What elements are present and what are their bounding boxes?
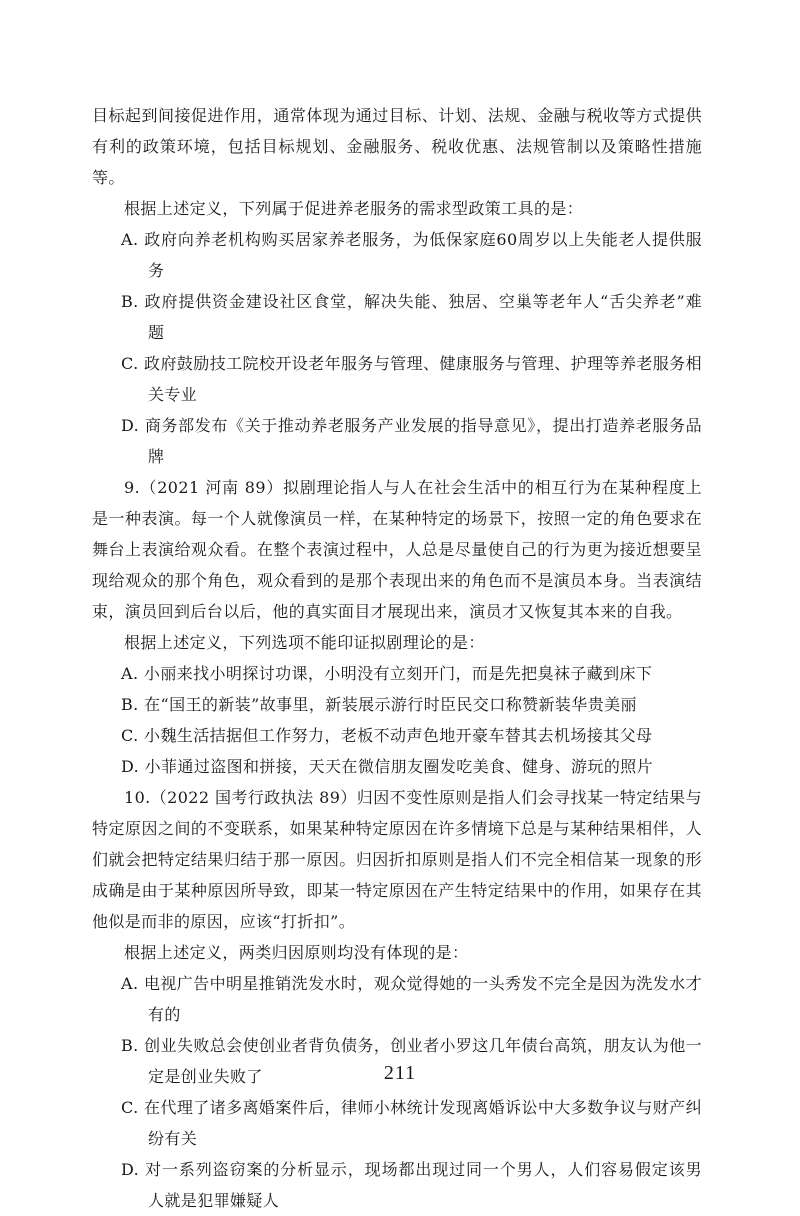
q9-option-a: A. 小丽来找小明探讨功课，小明没有立刻开门，而是先把臭袜子藏到床下 <box>121 664 653 683</box>
q10-question: 根据上述定义，两类归因原则均没有体现的是： <box>124 943 469 962</box>
q9-definition: 9.（2021 河南 89）拟剧理论指人与人在社会生活中的相互行为在某种程度上是一种表演。每一个人就像演员一样，在某种特定的场景下，按照一定的角色要求在舞台上表演给观众看。在整个表演过程中，人总是尽量使自己的行为更为接近想要呈现给观众的那个角色，观众看到的是那个表现出来的角色而不是演员本身。当表演结束，演员回到后台以后，他的真实面目才展现出来，演员才又恢复其本来的自我。 <box>92 478 702 621</box>
page-number: 211 <box>383 1062 417 1084</box>
q9-option-c: C. 小魏生活拮据但工作努力，老板不动声色地开豪车替其去机场接其父母 <box>121 726 653 745</box>
q8-question: 根据上述定义，下列属于促进养老服务的需求型政策工具的是： <box>124 199 584 218</box>
q10-option-c: C. 在代理了诸多离婚案件后，律师小林统计发现离婚诉讼中大多数争议与财产纠纷有关 <box>121 1098 702 1148</box>
q9-option-b: B. 在“国王的新装”故事里，新装展示游行时臣民交口称赞新装华贵美丽 <box>121 695 637 714</box>
q8-definition-continued: 目标起到间接促进作用，通常体现为通过目标、计划、法规、金融与税收等方式提供有利的政策环境，包括目标规划、金融服务、税收优惠、法规管制以及策略性措施等。 <box>92 106 702 187</box>
q10-option-b: B. 创业失败总会使创业者背负债务，创业者小罗这几年债台高筑，朋友认为他一定是创业失败了 <box>121 1036 702 1086</box>
q9-question: 根据上述定义，下列选项不能印证拟剧理论的是： <box>124 633 485 652</box>
q8-option-a: A. 政府向养老机构购买居家养老服务，为低保家庭60周岁以上失能老人提供服务 <box>121 230 702 280</box>
q10-definition: 10.（2022 国考行政执法 89）归因不变性原则是指人们会寻找某一特定结果与特定原因之间的不变联系，如果某种特定原因在许多情境下总是与某种结果相伴，人们就会把特定结果归结于那一原因。归因折扣原则是指人们不完全相信某一现象的形成确是由于某种原因所导致，即某一特定原因在产生特定结果中的作用，如果存在其他似是而非的原因，应该“打折扣”。 <box>92 788 702 931</box>
q10-option-a: A. 电视广告中明星推销洗发水时，观众觉得她的一头秀发不完全是因为洗发水才有的 <box>121 974 702 1024</box>
q8-option-d: D. 商务部发布《关于推动养老服务产业发展的指导意见》，提出打造养老服务品牌 <box>121 416 702 466</box>
page-content <box>92 100 702 1216</box>
q9-option-d: D. 小菲通过盗图和拼接，天天在微信朋友圈发吃美食、健身、游玩的照片 <box>121 757 654 776</box>
q8-option-b: B. 政府提供资金建设社区食堂，解决失能、独居、空巢等老年人“舌尖养老”难题 <box>121 292 702 342</box>
q10-option-d: D. 对一系列盗窃案的分析显示，现场都出现过同一个男人，人们容易假定该男人就是犯罪嫌疑人 <box>121 1160 702 1210</box>
q8-option-c: C. 政府鼓励技工院校开设老年服务与管理、健康服务与管理、护理等养老服务相关专业 <box>121 354 702 404</box>
